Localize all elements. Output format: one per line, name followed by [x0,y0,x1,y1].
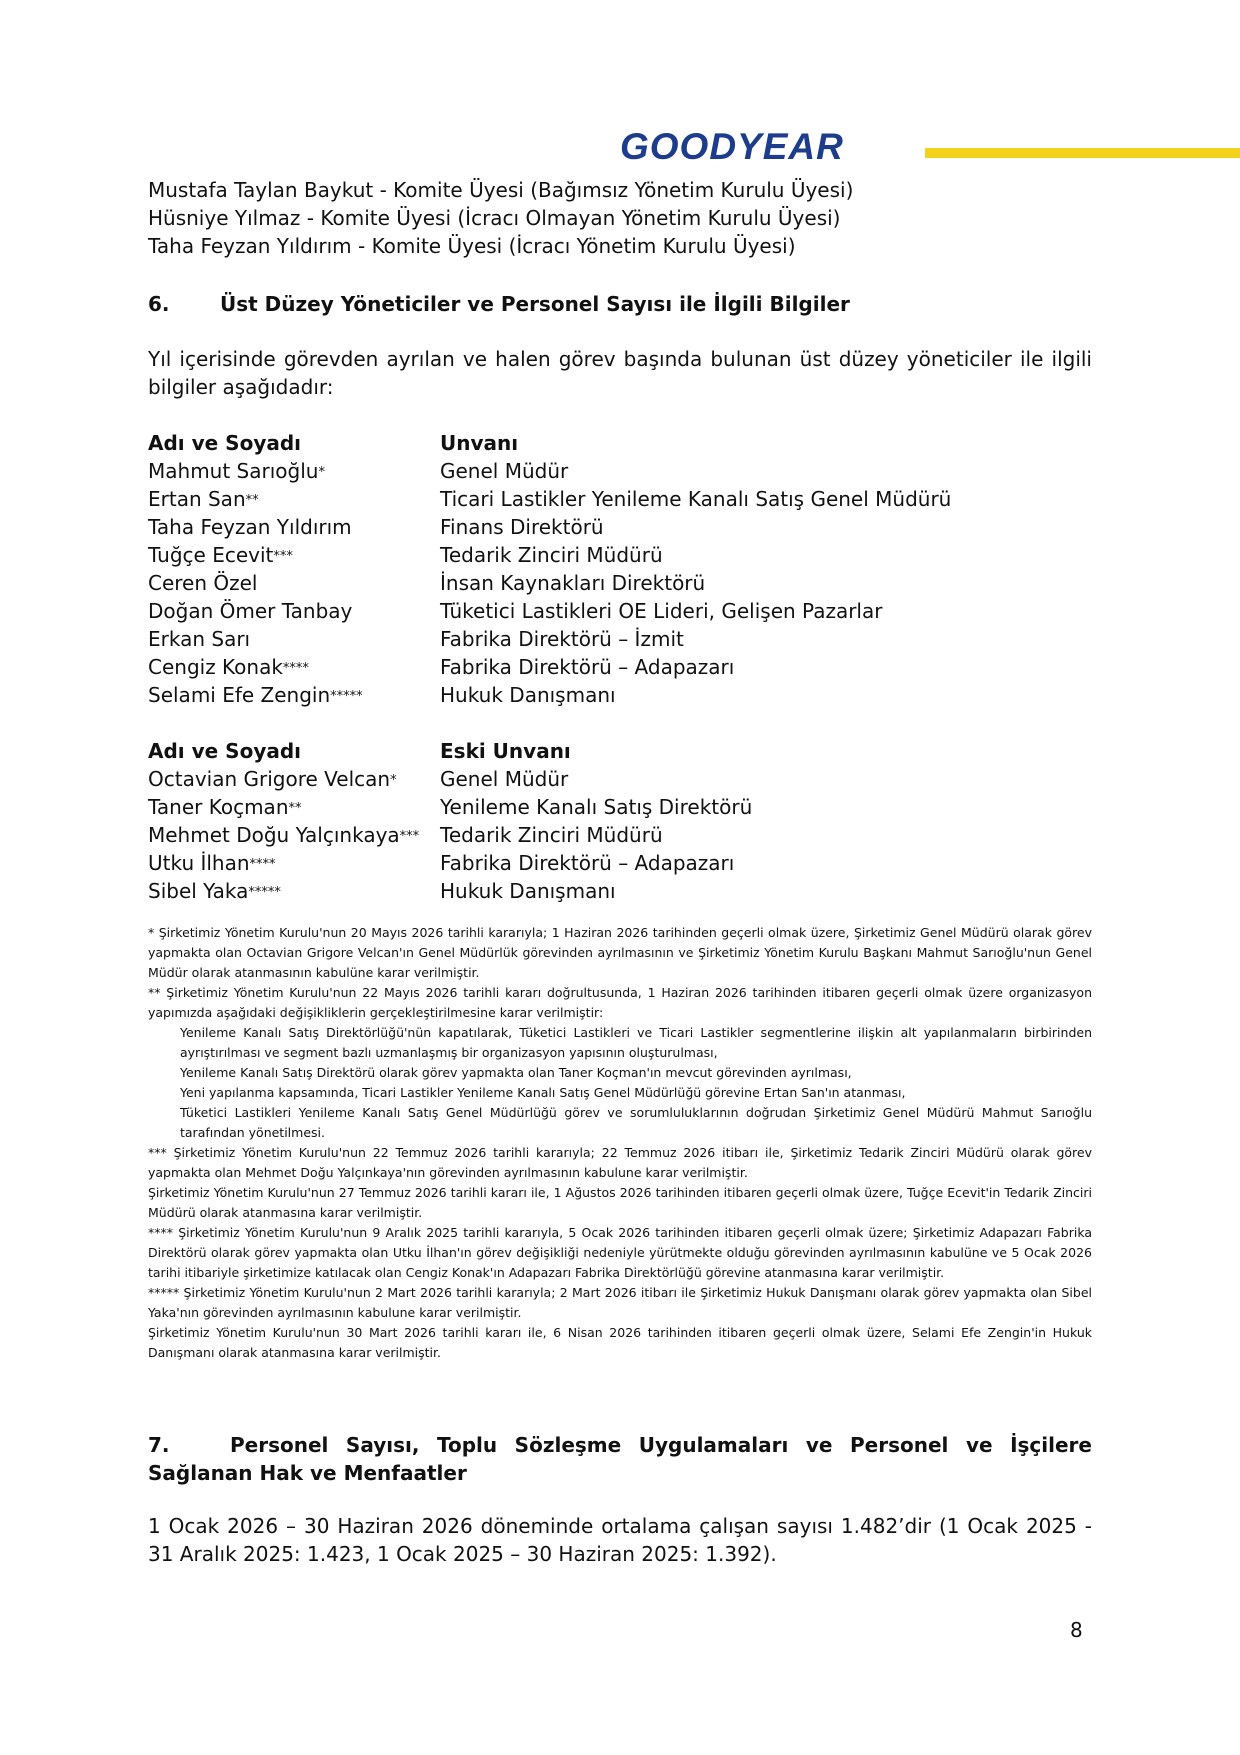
executive-name [148,625,250,653]
executive-name [148,793,302,823]
executive-name [148,821,419,851]
footnote-marker: *** [273,549,293,564]
section-number: 7. [148,1433,170,1457]
page-number: 8 [1070,1618,1083,1642]
executive-name-text: Ertan San [148,487,246,511]
footnote-2-item: Tüketici Lastikleri Yenileme Kanalı Satış Genel Müdürlüğü görev ve sorumluluklarının doğrudan Şirketimiz Genel Müdürü Mahmut Sarıoğlu tarafından yönetilmesi. [180,1105,1092,1140]
executive-name [148,597,352,625]
executive-title: Hukuk Danışmanı [440,683,616,707]
executive-title: Ticari Lastikler Yenileme Kanalı Satış Genel Müdürü [440,487,952,511]
footnote-marker: ***** [248,885,281,900]
executive-title: İnsan Kaynakları Direktörü [440,571,706,595]
table1-header-title: Unvanı [440,431,519,455]
footnote-marker: ** [288,801,302,816]
executive-name [148,849,276,879]
footnote-3-continued: Şirketimiz Yönetim Kurulu'nun 27 Temmuz 2026 tarihli kararı ile, 1 Ağustos 2026 tarihinden itibaren geçerli olmak üzere, Tuğçe Ecevit'in Tedarik Zinciri Müdürü olarak atanmasına karar verilmiştir. [148,1185,1092,1220]
executive-name-text: Octavian Grigore Velcan [148,767,391,791]
section-6-heading [148,290,850,318]
executive-name [148,653,309,683]
executive-name-text: Mehmet Doğu Yalçınkaya [148,823,400,847]
executive-name [148,877,281,907]
footnote-1: * Şirketimiz Yönetim Kurulu'nun 20 Mayıs 2026 tarihli kararıyla; 1 Haziran 2026 tarihinden geçerli olmak üzere, Şirketimiz Genel Müdürü olarak görev yapmakta olan Octavian Grigore Velcan'ın Genel Müdürlük görevinden ayrılmasının ve Şirketimiz Yönetim Kurulu Başkanı Mahmut Sarıoğlu'nun Genel Müdür olarak atanmasının kabulüne karar verilmiştir. [148,925,1092,980]
executive-name [148,457,325,487]
executive-title: Fabrika Direktörü – Adapazarı [440,851,735,875]
executive-name-text: Taner Koçman [148,795,289,819]
executive-name-text: Ceren Özel [148,571,258,595]
executive-title: Fabrika Direktörü – İzmit [440,627,684,651]
executive-title: Yenileme Kanalı Satış Direktörü [440,795,753,819]
section-title: Personel Sayısı, Toplu Sözleşme Uygulamaları ve Personel ve İşçilere Sağlanan Hak ve Menfaatler [148,1433,1092,1485]
executive-title: Finans Direktörü [440,515,604,539]
footnote-marker: **** [249,857,276,872]
footnotes [148,923,1092,1363]
committee-member: Hüsniye Yılmaz - Komite Üyesi (İcracı Olmayan Yönetim Kurulu Üyesi) [148,206,841,230]
table2-header-name: Adı ve Soyadı [148,739,302,763]
footnote-marker: * [390,773,397,788]
executive-title: Tüketici Lastikleri OE Lideri, Gelişen Pazarlar [440,599,883,623]
footnote-2: ** Şirketimiz Yönetim Kurulu'nun 22 Mayıs 2026 tarihli kararı doğrultusunda, 1 Haziran 2026 tarihinden itibaren geçerli olmak üzere organizasyon yapımızda aşağıdaki değişikliklerin gerçekleştirilmesine karar verilmiştir: [148,985,1092,1020]
footnote-marker: * [318,465,325,480]
executive-name [148,485,259,515]
executive-title: Genel Müdür [440,459,569,483]
table1-header-name: Adı ve Soyadı [148,431,302,455]
executive-name [148,569,258,597]
executive-name-text: Erkan Sarı [148,627,251,651]
executive-name [148,681,363,711]
goodyear-logo: GOODYEAR [620,126,844,167]
section-title: Üst Düzey Yöneticiler ve Personel Sayısı ile İlgili Bilgiler [220,292,850,316]
footnote-2-item: Yenileme Kanalı Satış Direktörlüğü'nün kapatılarak, Tüketici Lastikleri ve Ticari Lastikler segmentlerine ilişkin alt yapılanmaların birbirinden ayrıştırılması ve segment bazlı uzmanlaşmış bir organizasyon yapısının oluşturulması, [180,1025,1092,1060]
footnote-marker: ** [245,493,259,508]
executive-title: Tedarik Zinciri Müdürü [440,823,663,847]
executive-name-text: Cengiz Konak [148,655,283,679]
executive-name [148,513,352,541]
executive-title: Tedarik Zinciri Müdürü [440,543,663,567]
executive-name-text: Mahmut Sarıoğlu [148,459,319,483]
section-7-body: 1 Ocak 2026 – 30 Haziran 2026 döneminde ortalama çalışan sayısı 1.482’dir (1 Ocak 2025 - 31 Aralık 2025: 1.423, 1 Ocak 2025 – 30 Haziran 2025: 1.392). [148,1514,1092,1566]
section-7-heading [148,1431,1092,1485]
table2-header-title: Eski Unvanı [440,739,571,763]
executive-name [148,765,397,795]
executive-name-text: Doğan Ömer Tanbay [148,599,353,623]
executive-name-text: Selami Efe Zengin [148,683,331,707]
footnote-3: *** Şirketimiz Yönetim Kurulu'nun 22 Temmuz 2026 tarihli kararıyla; 22 Temmuz 2026 itibarı ile, Şirketimiz Tedarik Zinciri Müdürü olarak görev yapmakta olan Mehmet Doğu Yalçınkaya'nın görevinden ayrılmasının kabulune karar verilmiştir. [148,1145,1092,1180]
footnote-5: ***** Şirketimiz Yönetim Kurulu'nun 2 Mart 2026 tarihli kararıyla; 2 Mart 2026 itibarı ile Şirketimiz Hukuk Danışmanı olarak görev yapmakta olan Sibel Yaka'nın görevinden ayrılmasının kabulune karar verilmiştir. [148,1285,1092,1320]
footnote-2-item: Yeni yapılanma kapsamında, Ticari Lastikler Yenileme Kanalı Satış Genel Müdürlüğü görevine Ertan San'ın atanması, [180,1085,906,1100]
footnote-5-continued: Şirketimiz Yönetim Kurulu'nun 30 Mart 2026 tarihli kararı ile, 6 Nisan 2026 tarihinden itibaren geçerli olmak üzere, Selami Efe Zengin'in Hukuk Danışmanı olarak atanmasına karar verilmiştir. [148,1325,1092,1360]
footnote-marker: **** [282,661,309,676]
section-number: 6. [148,292,170,316]
committee-member: Mustafa Taylan Baykut - Komite Üyesi (Bağımsız Yönetim Kurulu Üyesi) [148,178,854,202]
header-accent-bar [925,148,1240,158]
section-6-intro: Yıl içerisinde görevden ayrılan ve halen görev başında bulunan üst düzey yöneticiler ile ilgili bilgiler aşağıdadır: [148,347,1092,399]
footnote-2-item: Yenileme Kanalı Satış Direktörü olarak görev yapmakta olan Taner Koçman'ın mevcut görevinden ayrılması, [180,1065,852,1080]
executive-title: Fabrika Direktörü – Adapazarı [440,655,735,679]
footnote-marker: ***** [330,689,363,704]
executive-name [148,541,293,571]
footnote-marker: *** [399,829,420,844]
executive-name-text: Sibel Yaka [148,879,249,903]
executive-title: Hukuk Danışmanı [440,879,616,903]
executive-name-text: Taha Feyzan Yıldırım [148,515,352,539]
committee-member: Taha Feyzan Yıldırım - Komite Üyesi (İcracı Yönetim Kurulu Üyesi) [148,234,796,258]
footnote-4: **** Şirketimiz Yönetim Kurulu'nun 9 Aralık 2025 tarihli kararıyla, 5 Ocak 2026 tarihinden itibaren geçerli olmak üzere; Şirketimiz Adapazarı Fabrika Direktörü olarak görev yapmakta olan Utku İlhan'ın görev değişikliği nedeniyle yürütmekte olduğu görevinden ayrılmasının kabulüne ve 5 Ocak 2026 tarihi itibariyle şirketimize katılacak olan Cengiz Konak'ın Adapazarı Fabrika Direktörlüğü görevine atanmasına karar verilmiştir. [148,1225,1092,1280]
executive-name-text: Utku İlhan [148,851,250,875]
executive-name-text: Tuğçe Ecevit [148,543,274,567]
executive-title: Genel Müdür [440,767,569,791]
